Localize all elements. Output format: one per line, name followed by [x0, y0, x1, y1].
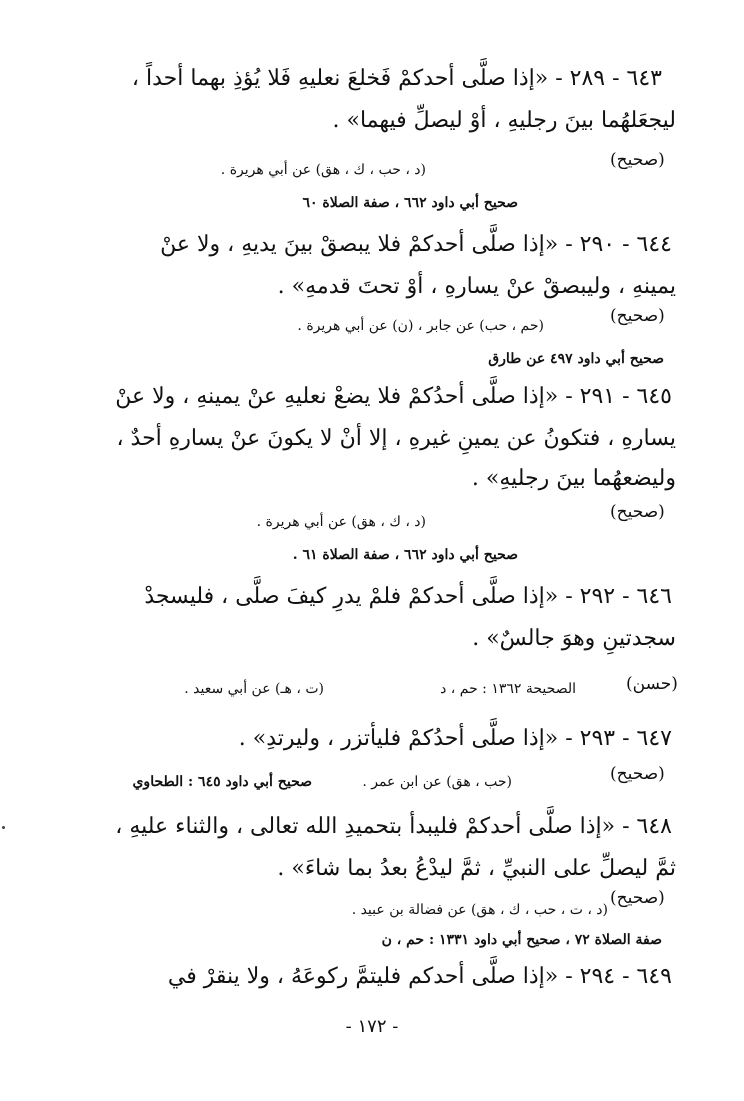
reference-646: الصحيحة ١٣٦٢ : حم ، د [440, 681, 576, 697]
grade-645: (صحيح) [610, 502, 665, 522]
reference-647: صحيح أبي داود ٦٤٥ : الطحاوي [132, 774, 312, 790]
hadith-645-line-2: يسارهِ ، فتكونُ عن يمينِ غيرهِ ، إلا أنْ لا يكونَ عنْ يسارهِ أحدٌ ، [116, 426, 676, 451]
grade-646: (حسن) [626, 674, 678, 694]
sources-643: (د ، حب ، ك ، هق) عن أبي هريرة . [220, 162, 426, 178]
hadith-644-line-2: يمينهِ ، وليبصقْ عنْ يسارهِ ، أوْ تحتَ قدمهِ» . [277, 274, 676, 299]
scan-mark [2, 826, 5, 829]
reference-648: صفة الصلاة ٧٢ ، صحيح أبي داود ١٣٣١ : حم ، ن [381, 932, 662, 948]
grade-644: (صحيح) [610, 306, 665, 326]
sources-644: (حم ، حب) عن جابر ، (ن) عن أبي هريرة . [297, 318, 544, 334]
reference-645: صحيح أبي داود ٦٦٢ ، صفة الصلاة ٦١ . [292, 547, 518, 563]
grade-643: (صحيح) [610, 150, 665, 170]
page-number: - ١٧٢ - [345, 1016, 399, 1037]
hadith-643-line-1: ٦٤٣ - ٢٨٩ - «إذا صلَّى أحدكمْ فَخلعَ نعليهِ فَلا يُؤذِ بهما أحداً ، [131, 66, 662, 91]
sources-647: (حب ، هق) عن ابن عمر . [362, 774, 512, 790]
sources-646: (ت ، هـ) عن أبي سعيد . [184, 681, 324, 697]
reference-643: صحيح أبي داود ٦٦٢ ، صفة الصلاة ٦٠ [302, 195, 518, 211]
hadith-645-line-1: ٦٤٥ - ٢٩١ - «إذا صلَّى أحدُكمْ فلا يضعْ نعليهِ عنْ يمينهِ ، ولا عنْ [115, 384, 672, 409]
hadith-648-line-2: ثمَّ ليصلِّ على النبيِّ ، ثمَّ ليدْعُ بعدُ بما شاءَ» . [277, 856, 676, 881]
reference-644: صحيح أبي داود ٤٩٧ عن طارق [488, 351, 664, 367]
hadith-645-line-3: وليضعهُما بينَ رجليهِ» . [471, 466, 676, 491]
grade-648: (صحيح) [610, 888, 665, 908]
hadith-649-line-1: ٦٤٩ - ٢٩٤ - «إذا صلَّى أحدكم فليتمَّ ركوعَهُ ، ولا ينقرْ في [167, 964, 672, 989]
hadith-644-line-1: ٦٤٤ - ٢٩٠ - «إذا صلَّى أحدكمْ فلا يبصقْ بينَ يديهِ ، ولا عنْ [160, 232, 672, 257]
grade-647: (صحيح) [610, 764, 665, 784]
hadith-646-line-1: ٦٤٦ - ٢٩٢ - «إذا صلَّى أحدكمْ فلمْ يدرِ كيفَ صلَّى ، فليسجدْ [144, 584, 672, 609]
sources-648: (د ، ت ، حب ، ك ، هق) عن فضالة بن عبيد . [351, 902, 608, 918]
sources-645: (د ، ك ، هق) عن أبي هريرة . [256, 514, 426, 530]
hadith-646-line-2: سجدتينِ وهوَ جالسٌ» . [472, 626, 676, 651]
hadith-647-line-1: ٦٤٧ - ٢٩٣ - «إذا صلَّى أحدُكمْ فليأتزر ، وليرتدِ» . [238, 726, 672, 751]
hadith-643-line-2: ليجعَلهُما بينَ رجليهِ ، أوْ ليصلِّ فيهما» . [332, 108, 676, 133]
hadith-648-line-1: ٦٤٨ - «إذا صلَّى أحدكمْ فليبدأ بتحميدِ الله تعالى ، والثناء عليهِ ، [115, 814, 672, 839]
